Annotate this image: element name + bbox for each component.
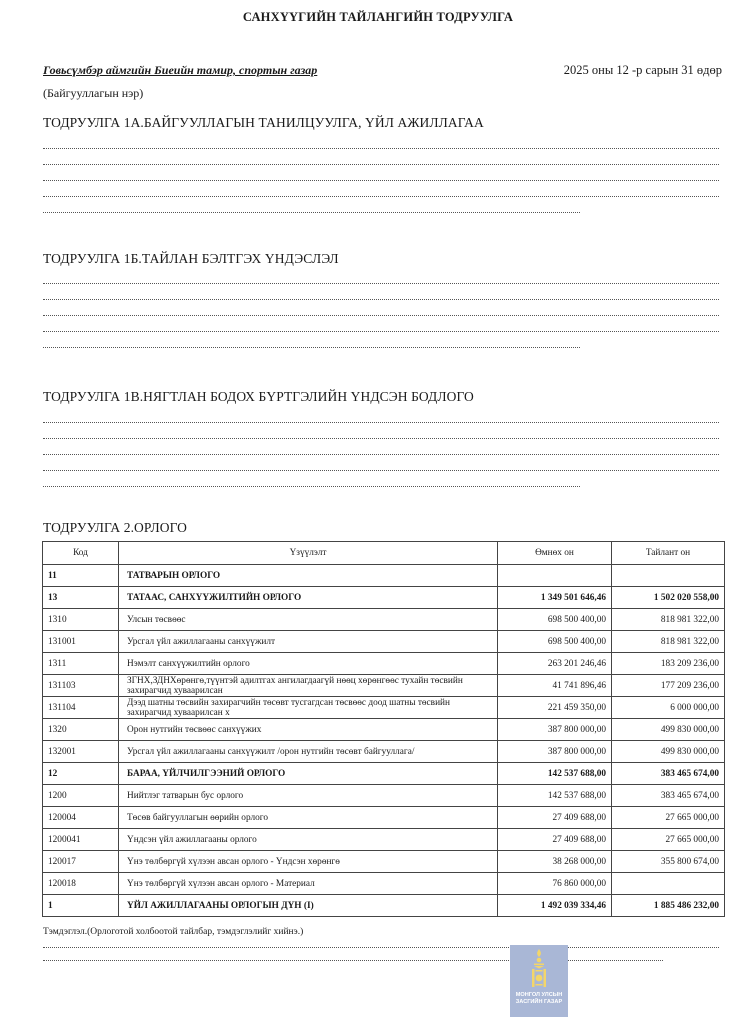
government-watermark-logo <box>510 945 568 1017</box>
row-label: ҮЙЛ АЖИЛЛАГААНЫ ОРЛОГЫН ДҮН (I) <box>119 895 498 917</box>
row-label: Төсөв байгууллагын өөрийн орлого <box>119 807 498 829</box>
row-previous-year: 38 268 000,00 <box>498 851 612 873</box>
section-1a-heading: ТОДРУУЛГА 1А.БАЙГУУЛЛАГЫН ТАНИЛЦУУЛГА, ҮЙЛ АЖИЛЛАГАА <box>43 115 484 130</box>
row-previous-year: 387 800 000,00 <box>498 741 612 763</box>
table-row <box>43 785 725 807</box>
row-code: 12 <box>43 763 119 785</box>
watermark-line-1: МОНГОЛ УЛСЫН <box>515 992 563 998</box>
dotted-line <box>43 148 719 149</box>
row-reporting-year: 1 502 020 558,00 <box>612 587 725 609</box>
watermark-text <box>516 992 563 1006</box>
income-note-label: Тэмдэглэл.(Орлоготой холбоотой тайлбар, тэмдэглэлийг хийнэ.) <box>43 927 304 937</box>
row-label: ЗГНХ,ЗДНХөрөнгө,түүнтэй адилтгах ангилагдаагүй нөөц хөрөнгөөс тухайн төсвийн захирагчид хуваарилсан <box>119 675 498 697</box>
row-previous-year: 27 409 688,00 <box>498 807 612 829</box>
organization-name: Говьсүмбэр аймгийн Биеийн тамир, спортын газар <box>43 63 318 77</box>
row-label: Урсгал үйл ажиллагааны санхүүжилт /орон нутгийн төсөвт байгууллага/ <box>119 741 498 763</box>
table-row <box>43 653 725 675</box>
table-row <box>43 719 725 741</box>
row-previous-year: 1 349 501 646,46 <box>498 587 612 609</box>
row-reporting-year: 499 830 000,00 <box>612 719 725 741</box>
row-code: 1320 <box>43 719 119 741</box>
report-date: 2025 оны 12 -р сарын 31 өдөр <box>563 63 722 77</box>
row-reporting-year: 355 800 674,00 <box>612 851 725 873</box>
row-code: 13 <box>43 587 119 609</box>
dotted-line <box>43 422 719 423</box>
row-label: ТАТВАРЫН ОРЛОГО <box>119 565 498 587</box>
table-row <box>43 675 725 697</box>
row-previous-year: 142 537 688,00 <box>498 785 612 807</box>
column-header-previous-year: Өмнөх он <box>498 542 612 565</box>
dotted-line <box>43 331 719 332</box>
row-label: Үнэ төлбөргүй хүлээн авсан орлого - Материал <box>119 873 498 895</box>
row-label: Улсын төсвөөс <box>119 609 498 631</box>
row-code: 120018 <box>43 873 119 895</box>
row-previous-year: 76 860 000,00 <box>498 873 612 895</box>
soyombo-emblem-icon <box>530 949 548 989</box>
row-label: Урсгал үйл ажиллагааны санхүүжилт <box>119 631 498 653</box>
row-reporting-year: 383 465 674,00 <box>612 763 725 785</box>
dotted-line <box>43 960 663 961</box>
dotted-line <box>43 486 580 487</box>
row-previous-year: 221 459 350,00 <box>498 697 612 719</box>
document-title: САНХҮҮГИЙН ТАЙЛАНГИЙН ТОДРУУЛГА <box>242 10 514 24</box>
row-reporting-year: 818 981 322,00 <box>612 609 725 631</box>
table-row <box>43 807 725 829</box>
row-reporting-year: 1 885 486 232,00 <box>612 895 725 917</box>
dotted-line <box>43 454 719 455</box>
dotted-line <box>43 299 719 300</box>
row-reporting-year: 818 981 322,00 <box>612 631 725 653</box>
table-row <box>43 763 725 785</box>
table-row <box>43 565 725 587</box>
row-previous-year: 41 741 896,46 <box>498 675 612 697</box>
row-reporting-year: 27 665 000,00 <box>612 829 725 851</box>
dotted-line <box>43 212 580 213</box>
dotted-line <box>43 196 719 197</box>
table-row <box>43 873 725 895</box>
dotted-line <box>43 315 719 316</box>
row-code: 132001 <box>43 741 119 763</box>
row-previous-year: 387 800 000,00 <box>498 719 612 741</box>
row-label: Орон нутгийн төсвөөс санхүүжих <box>119 719 498 741</box>
dotted-line <box>43 347 580 348</box>
row-code: 1200041 <box>43 829 119 851</box>
dotted-line <box>43 947 719 948</box>
column-header-code: Код <box>43 542 119 565</box>
table-row <box>43 609 725 631</box>
row-reporting-year <box>612 873 725 895</box>
row-reporting-year: 183 209 236,00 <box>612 653 725 675</box>
row-previous-year: 142 537 688,00 <box>498 763 612 785</box>
row-code: 120004 <box>43 807 119 829</box>
row-code: 1200 <box>43 785 119 807</box>
dotted-line <box>43 180 719 181</box>
row-label: Нэмэлт санхүүжилтийн орлого <box>119 653 498 675</box>
row-previous-year: 1 492 039 334,46 <box>498 895 612 917</box>
table-row <box>43 697 725 719</box>
row-label: Дээд шатны төсвийн захирагчийн төсөвт тусгагдсан төсвөөс доод шатны төсвийн захирагчид хуваарилсан х <box>119 697 498 719</box>
row-label: Нийтлэг татварын бус орлого <box>119 785 498 807</box>
row-code: 1310 <box>43 609 119 631</box>
row-previous-year: 698 500 400,00 <box>498 631 612 653</box>
row-code: 120017 <box>43 851 119 873</box>
row-label: БАРАА, ҮЙЛЧИЛГЭЭНИЙ ОРЛОГО <box>119 763 498 785</box>
income-table <box>42 541 725 917</box>
table-row <box>43 631 725 653</box>
row-previous-year: 698 500 400,00 <box>498 609 612 631</box>
row-reporting-year: 27 665 000,00 <box>612 807 725 829</box>
watermark-line-2: ЗАСГИЙН ГАЗАР <box>515 999 563 1005</box>
row-reporting-year: 383 465 674,00 <box>612 785 725 807</box>
dotted-line <box>43 164 719 165</box>
row-code: 1 <box>43 895 119 917</box>
row-reporting-year: 177 209 236,00 <box>612 675 725 697</box>
row-code: 131103 <box>43 675 119 697</box>
dotted-line <box>43 470 719 471</box>
row-code: 11 <box>43 565 119 587</box>
row-label: Үнэ төлбөргүй хүлээн авсан орлого - Үндсэн хөрөнгө <box>119 851 498 873</box>
organization-caption: (Байгууллагын нэр) <box>43 86 144 100</box>
table-row <box>43 587 725 609</box>
row-previous-year: 27 409 688,00 <box>498 829 612 851</box>
dotted-line <box>43 283 719 284</box>
section-2-heading: ТОДРУУЛГА 2.ОРЛОГО <box>43 520 188 535</box>
row-label: Үндсэн үйл ажиллагааны орлого <box>119 829 498 851</box>
table-row <box>43 851 725 873</box>
row-label: ТАТААС, САНХҮҮЖИЛТИЙН ОРЛОГО <box>119 587 498 609</box>
row-reporting-year: 6 000 000,00 <box>612 697 725 719</box>
row-reporting-year <box>612 565 725 587</box>
table-total-row <box>43 895 725 917</box>
row-code: 1311 <box>43 653 119 675</box>
row-reporting-year: 499 830 000,00 <box>612 741 725 763</box>
table-row <box>43 741 725 763</box>
row-previous-year <box>498 565 612 587</box>
section-1v-heading: ТОДРУУЛГА 1В.НЯГТЛАН БОДОХ БҮРТГЭЛИЙН ҮНДСЭН БОДЛОГО <box>43 389 474 404</box>
dotted-line <box>43 438 719 439</box>
row-code: 131104 <box>43 697 119 719</box>
section-1b-heading: ТОДРУУЛГА 1Б.ТАЙЛАН БЭЛТГЭХ ҮНДЭСЛЭЛ <box>43 251 339 266</box>
row-previous-year: 263 201 246,46 <box>498 653 612 675</box>
table-header-row <box>43 542 725 565</box>
row-code: 131001 <box>43 631 119 653</box>
column-header-reporting-year: Тайлант он <box>612 542 725 565</box>
table-row <box>43 829 725 851</box>
column-header-indicator: Үзүүлэлт <box>119 542 498 565</box>
